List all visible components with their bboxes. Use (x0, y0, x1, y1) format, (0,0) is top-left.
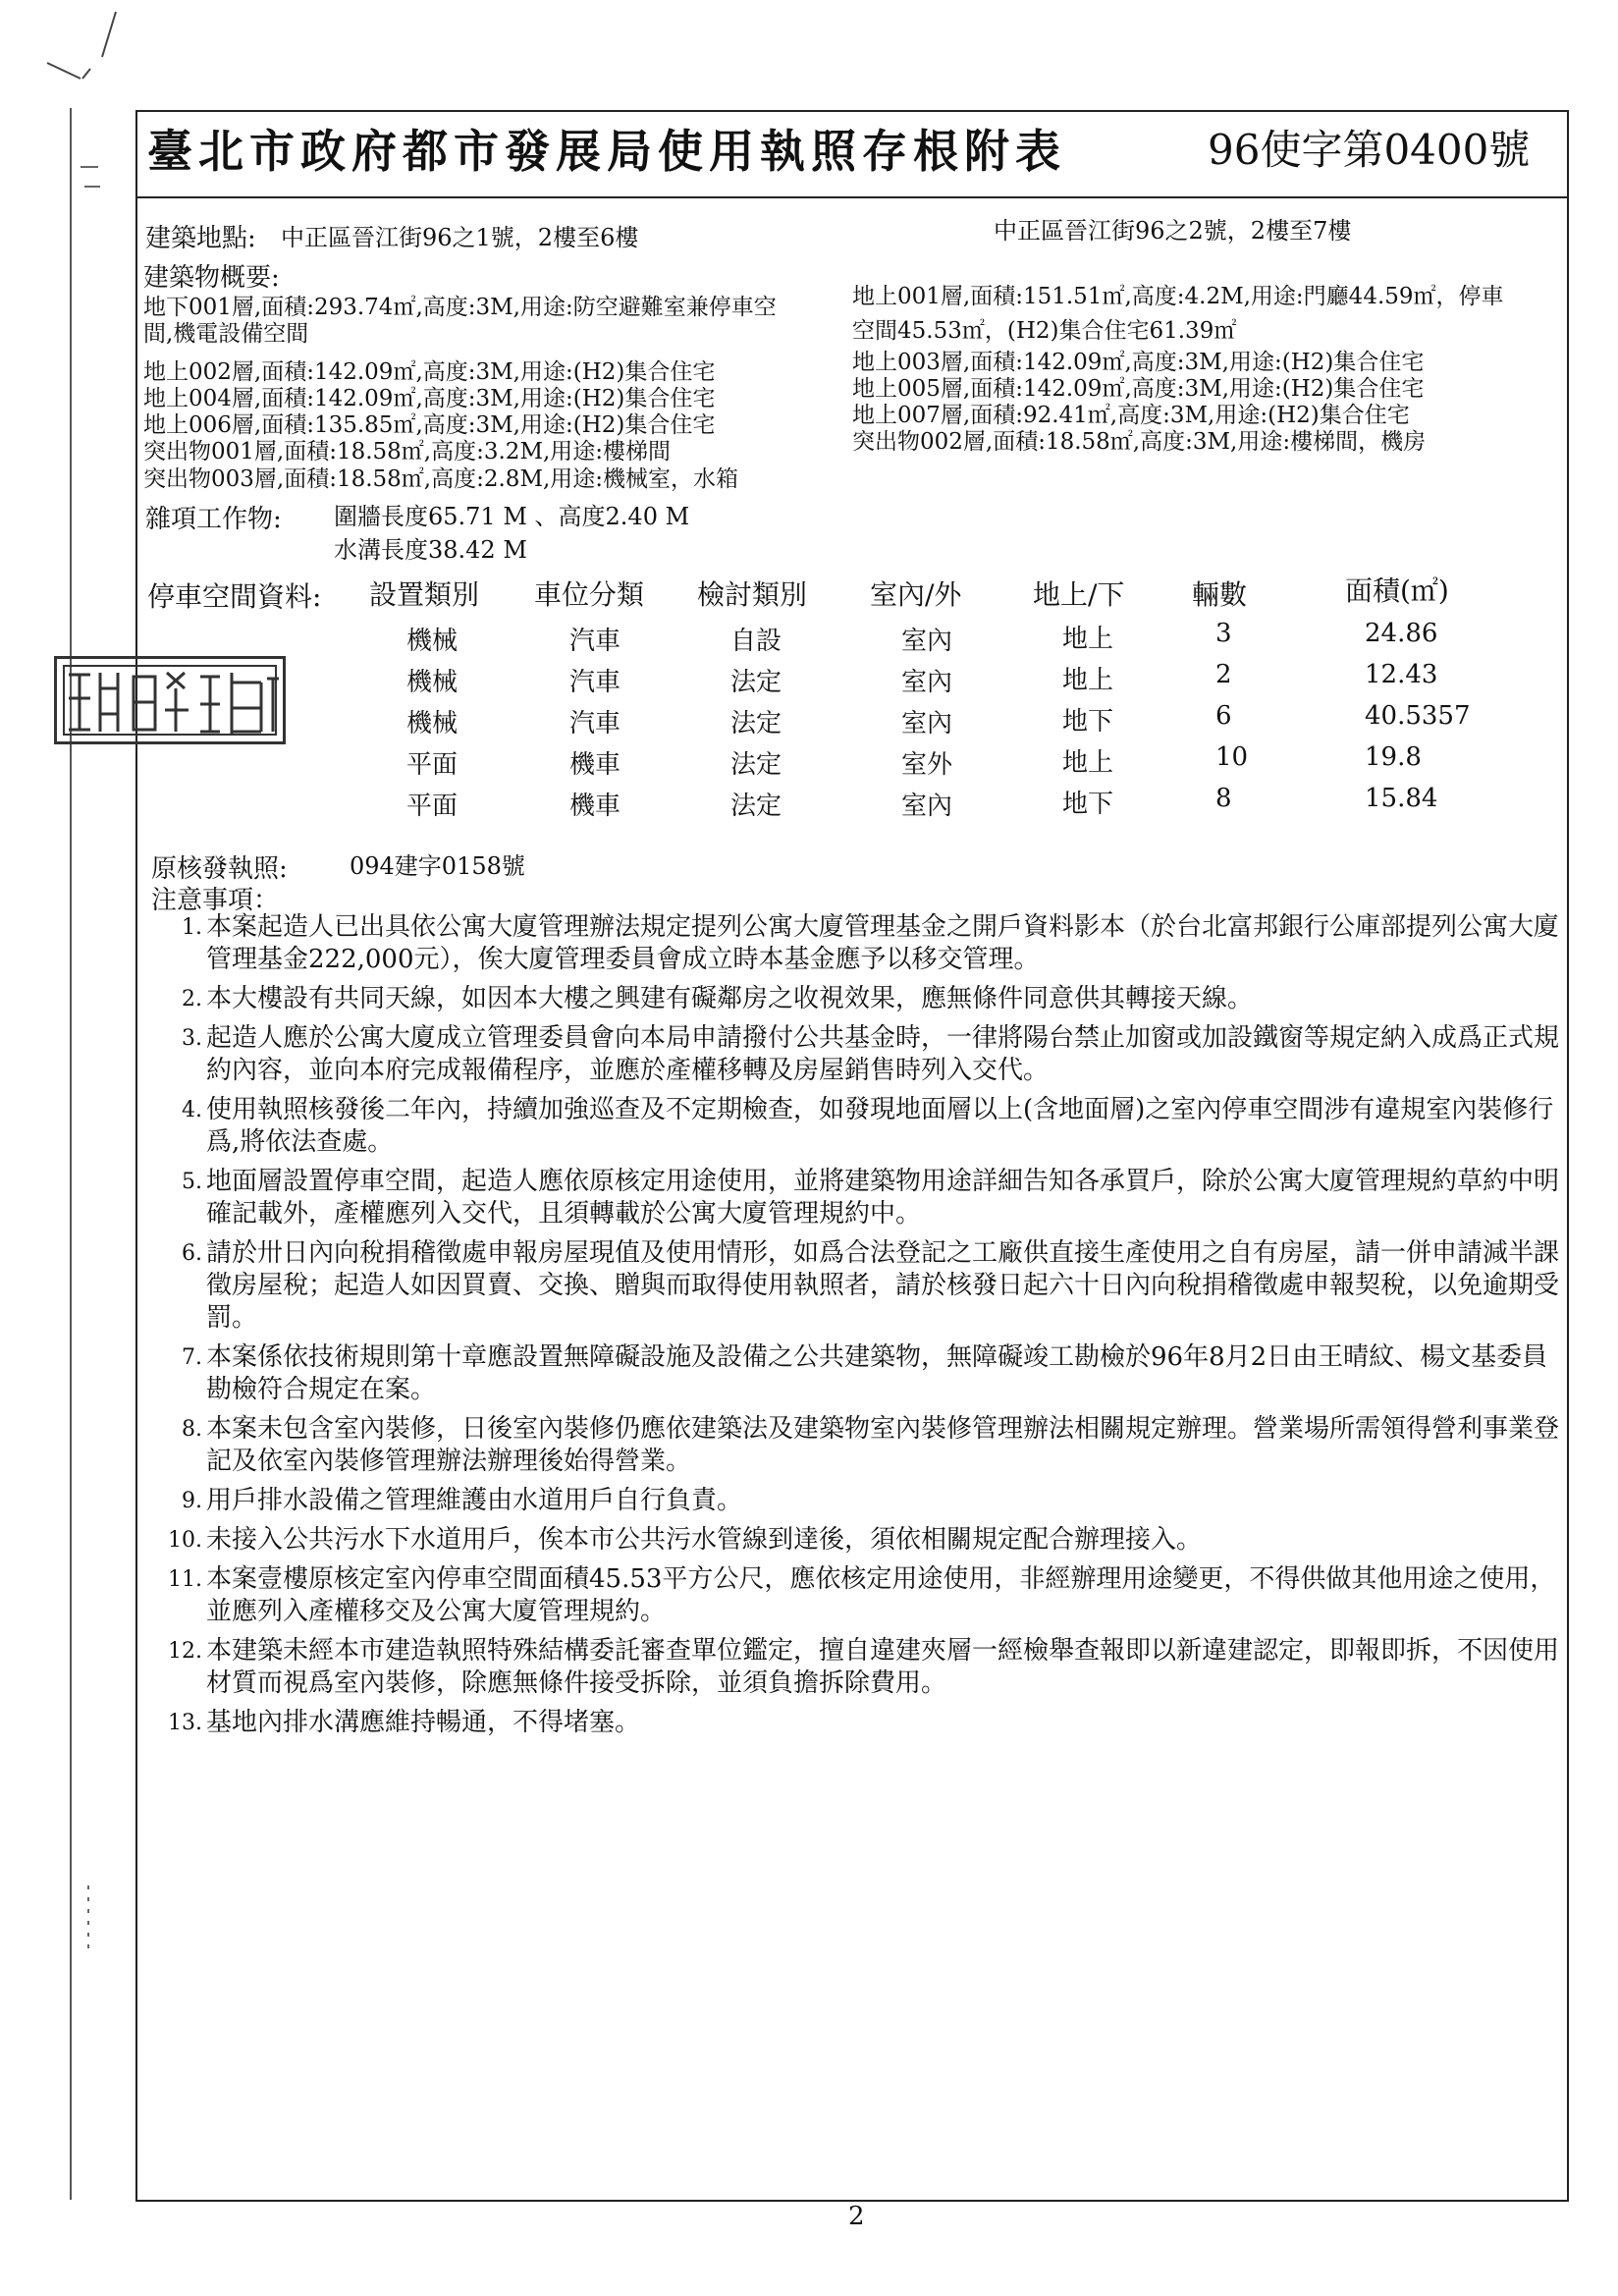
note-text: 本案未包含室內裝修，日後室內裝修仍應依建築法及建築物室內裝修管理辦法相關規定辦理。營業場所需領得營利事業登記及依室內裝修管理辦法辦理後始得營業。 (206, 1414, 1560, 1476)
note-text: 未接入公共污水下水道用戶，俟本市公共污水管線到達後，須依相關規定配合辦理接入。 (206, 1525, 1203, 1555)
overview-right-line: 地上007層,面積:92.41㎡,高度:3M,用途:(H2)集合住宅 (852, 403, 1410, 428)
overview-left-line: 地下001層,面積:293.74㎡,高度:3M,用途:防空避難室兼停車空 (143, 295, 777, 320)
table-cell: 平面 (406, 792, 458, 821)
note-number: 7. (182, 1345, 202, 1370)
table-cell: 法定 (730, 668, 782, 697)
table-cell: 汽車 (569, 668, 621, 697)
original-permit-value: 094建字0158號 (350, 852, 525, 880)
table-cell: 機車 (569, 750, 621, 780)
table-cell: 汽車 (569, 627, 621, 656)
site-address-2: 中正區晉江街96之2號，2樓至7樓 (994, 217, 1352, 245)
note-text: 使用執照核發後二年內，持續加強巡查及不定期檢查，如發現地面層以上(含地面層)之室內停車空間涉有違規室內裝修行爲,將依法查處。 (206, 1095, 1554, 1157)
note-item (167, 1166, 1571, 1230)
table-cell: 19.8 (1365, 742, 1422, 772)
title-divider (135, 196, 1569, 198)
site-address-1: 中正區晉江街96之1號，2樓至6樓 (281, 224, 639, 251)
parking-header-cell: 室內/外 (870, 578, 962, 611)
note-item (167, 1485, 1571, 1517)
parking-header-cell: 輛數 (1192, 578, 1248, 611)
table-cell: 自設 (730, 627, 782, 656)
table-cell: 法定 (730, 792, 782, 821)
overview-left-line: 地上006層,面積:135.85㎡,高度:3M,用途:(H2)集合住宅 (143, 412, 716, 438)
table-cell: 地下 (1062, 707, 1114, 737)
parking-header-cell: 地上/下 (1033, 578, 1125, 611)
table-cell: 機械 (406, 627, 458, 656)
overview-right-line: 地上003層,面積:142.09㎡,高度:3M,用途:(H2)集合住宅 (852, 350, 1425, 375)
official-seal-stamp (54, 656, 286, 744)
overview-left-line: 突出物001層,面積:18.58㎡,高度:3.2M,用途:樓梯間 (143, 439, 672, 465)
note-number: 11. (168, 1567, 202, 1592)
note-item (167, 983, 1571, 1015)
parking-label: 停車空間資料: (147, 580, 322, 613)
note-number: 6. (182, 1241, 202, 1266)
note-number: 5. (182, 1170, 202, 1194)
table-cell: 室內 (901, 792, 953, 821)
table-cell: 機械 (406, 709, 458, 738)
table-cell: 機械 (406, 668, 458, 697)
table-cell: 法定 (730, 709, 782, 738)
notes-label: 注意事項： (151, 886, 280, 915)
table-cell: 8 (1215, 784, 1232, 813)
table-cell: 室內 (901, 709, 953, 738)
table-cell: 12.43 (1365, 660, 1438, 689)
note-number: 1. (182, 915, 202, 940)
misc-works-ditch: 水溝長度38.42 M (334, 536, 527, 564)
scan-marks (20, 0, 128, 2296)
table-cell: 10 (1215, 742, 1249, 772)
table-cell: 地上 (1062, 625, 1114, 654)
notes-list (167, 911, 1571, 1746)
misc-works-label: 雜項工作物: (145, 505, 282, 534)
table-cell: 機車 (569, 792, 621, 821)
table-cell: 室外 (901, 750, 953, 780)
note-item (167, 1563, 1571, 1628)
table-cell: 24.86 (1365, 619, 1438, 648)
table-cell: 15.84 (1365, 784, 1438, 813)
note-text: 用戶排水設備之管理維護由水道用戶自行負責。 (206, 1486, 743, 1515)
note-number: 10. (168, 1528, 202, 1553)
table-cell: 法定 (730, 750, 782, 780)
note-item (167, 1094, 1571, 1159)
note-number: 12. (168, 1639, 202, 1664)
permit-number: 96使字第0400號 (1208, 126, 1531, 174)
seal-glyphs (57, 659, 289, 747)
table-cell: 地上 (1062, 748, 1114, 778)
overview-right-line: 地上005層,面積:142.09㎡,高度:3M,用途:(H2)集合住宅 (852, 376, 1425, 402)
site-label: 建築地點: (145, 224, 256, 253)
table-cell: 2 (1215, 660, 1232, 689)
note-item (167, 1341, 1571, 1406)
overview-label: 建築物概要: (143, 263, 280, 293)
note-number: 13. (168, 1711, 202, 1735)
note-number: 9. (182, 1489, 202, 1513)
table-cell: 40.5357 (1365, 701, 1471, 731)
table-cell: 汽車 (569, 709, 621, 738)
note-item (167, 1413, 1571, 1478)
note-number: 2. (182, 987, 202, 1011)
note-item (167, 1524, 1571, 1557)
note-number: 3. (182, 1026, 202, 1051)
table-cell: 地上 (1062, 666, 1114, 695)
overview-left-line: 地上002層,面積:142.09㎡,高度:3M,用途:(H2)集合住宅 (143, 359, 716, 385)
note-text: 本案係依技術規則第十章應設置無障礙設施及設備之公共建築物，無障礙竣工勘檢於96年8月2日由王晴紋、楊文基委員勘檢符合規定在案。 (206, 1342, 1548, 1404)
note-text: 請於卅日內向稅捐稽徵處申報房屋現值及使用情形，如爲合法登記之工廠供直接生產使用之自有房屋，請一併申請減半課徵房屋稅；起造人如因買賣、交換、贈與而取得使用執照者，請於核發日起六十日內向稅捐稽徵處申報契稅，以免逾期受罰。 (206, 1238, 1560, 1333)
parking-header-cell: 面積(㎡) (1345, 574, 1449, 607)
table-cell: 地下 (1062, 790, 1114, 819)
note-item (167, 911, 1571, 976)
note-text: 本建築未經本市建造執照特殊結構委託審查單位鑑定，擅自違建夾層一經檢舉查報即以新違建認定，即報即拆，不因使用材質而視爲室內裝修，除應無條件接受拆除，並須負擔拆除費用。 (206, 1636, 1560, 1698)
note-text: 起造人應於公寓大廈成立管理委員會向本局申請撥付公共基金時，一律將陽台禁止加窗或加設鐵窗等規定納入成爲正式規約內容，並向本府完成報備程序，並應於產權移轉及房屋銷售時列入交代。 (206, 1023, 1560, 1085)
note-text: 本大樓設有共同天線，如因本大樓之興建有礙鄰房之收視效果，應無條件同意供其轉接天線。 (206, 984, 1254, 1013)
note-text: 本案壹樓原核定室內停車空間面積45.53平方公尺，應依核定用途使用，非經辦理用途變更，不得供做其他用途之使用，並應列入產權移交及公寓大廈管理規約。 (206, 1564, 1556, 1626)
page-number: 2 (848, 2202, 865, 2231)
table-cell: 6 (1215, 701, 1232, 731)
parking-header-cell: 車位分類 (534, 578, 645, 611)
overview-right-line: 地上001層,面積:151.51㎡,高度:4.2M,用途:門廳44.59㎡，停車 (852, 284, 1504, 309)
note-text: 基地內排水溝應維持暢通，不得堵塞。 (206, 1708, 641, 1737)
overview-right-line: 突出物002層,面積:18.58㎡,高度:3M,用途:樓梯間，機房 (852, 429, 1427, 455)
note-item (167, 1707, 1571, 1739)
table-cell: 室內 (901, 627, 953, 656)
parking-header-cell: 設置類別 (369, 578, 480, 611)
note-number: 8. (182, 1417, 202, 1442)
table-cell: 平面 (406, 750, 458, 780)
misc-works-wall: 圍牆長度65.71 M 、高度2.40 M (334, 503, 690, 530)
overview-left-line: 突出物003層,面積:18.58㎡,高度:2.8M,用途:機械室，水箱 (143, 466, 739, 492)
note-item (167, 1237, 1571, 1335)
overview-right-line: 空間45.53㎡，(H2)集合住宅61.39㎡ (852, 318, 1237, 344)
note-text: 本案起造人已出具依公寓大廈管理辦法規定提列公寓大廈管理基金之開戶資料影本（於台北富邦銀行公庫部提列公寓大廈管理基金222,000元），俟大廈管理委員會成立時本基金應予以移交管理。 (206, 912, 1560, 974)
original-permit-label: 原核發執照: (151, 854, 288, 884)
note-item (167, 1635, 1571, 1700)
overview-left-line: 地上004層,面積:142.09㎡,高度:3M,用途:(H2)集合住宅 (143, 386, 716, 411)
note-text: 地面層設置停車空間，起造人應依原核定用途使用，並將建築物用途詳細告知各承買戶，除於公寓大廈管理規約草約中明確記載外，產權應列入交代，且須轉載於公寓大廈管理規約中。 (206, 1167, 1560, 1229)
note-number: 4. (182, 1098, 202, 1122)
note-item (167, 1022, 1571, 1087)
document-title: 臺北市政府都市發展局使用執照存根附表 (147, 125, 1066, 178)
overview-left-line: 間,機電設備空間 (143, 321, 309, 347)
table-cell: 3 (1215, 619, 1232, 648)
table-cell: 室內 (901, 668, 953, 697)
parking-header-cell: 檢討類別 (697, 578, 808, 611)
